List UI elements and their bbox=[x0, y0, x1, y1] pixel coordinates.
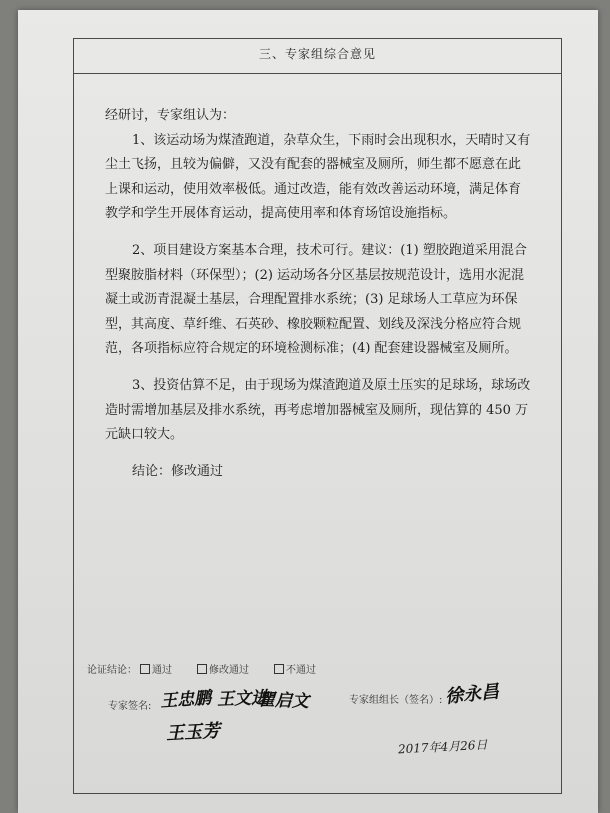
verdict-label: 论证结论： bbox=[87, 665, 137, 676]
expert-signature-1: 王忠鹏 bbox=[159, 688, 212, 712]
checkbox-icon bbox=[274, 664, 284, 674]
verdict-option-fail: 不通过 bbox=[271, 665, 316, 676]
header-divider bbox=[73, 73, 562, 74]
expert-signature-3: 瞿启文 bbox=[257, 690, 310, 712]
checkbox-icon bbox=[197, 664, 207, 674]
paragraph-3: 3、投资估算不足，由于现场为煤渣跑道及原土压实的足球场，球场改造时需增加基层及排水系统，再考虑增加器械室及厕所，现估算的 450 万元缺口较大。 bbox=[105, 377, 531, 443]
intro-line: 经研讨，专家组认为： bbox=[105, 108, 236, 123]
verdict-option-revise: 修改通过 bbox=[194, 665, 249, 676]
opinion-body bbox=[105, 104, 533, 484]
leader-sign-label: 专家组组长（签名）: bbox=[349, 695, 443, 706]
checkbox-icon bbox=[140, 664, 150, 674]
verdict-row bbox=[87, 661, 338, 676]
verdict-option-pass: 通过 bbox=[137, 665, 172, 676]
expert-signature-4: 王玉芳 bbox=[165, 720, 221, 745]
paragraph-2: 2、项目建设方案基本合理，技术可行。建议：(1) 塑胶跑道采用混合型聚胺脂材料（环保型）；(2) 运动场各分区基层按规范设计，选用水泥混凝土或沥青混凝土基层，合理配置排水系统；(3) 足球场人工草应为环保型，其高度、草纤维、石英砂、橡胶颗粒配置、划线及深浅分格应符合规范，各项指标应符合规定的环境检测标准；(4) 配套建设器械室及厕所。 bbox=[105, 242, 527, 357]
paragraph-1: 1、该运动场为煤渣跑道，杂草众生，下雨时会出现积水，天晴时又有尘土飞扬，且较为偏僻，又没有配套的器械室及厕所，师生都不愿意在此上课和运动，使用效率极低。通过改造，能有效改善运动环境，满足体育教学和学生开展体育运动，提高使用率和体育场馆设施指标。 bbox=[105, 132, 531, 222]
conclusion-line: 结论：修改通过 bbox=[132, 463, 224, 479]
leader-signature: 徐永昌 bbox=[444, 681, 501, 708]
section-title: 三、专家组综合意见 bbox=[258, 47, 376, 61]
experts-sign-label: 专家签名: bbox=[108, 701, 152, 712]
expert-signature-2: 王文进 bbox=[216, 688, 269, 710]
signature-date: 2017年4月26日 bbox=[397, 737, 488, 757]
